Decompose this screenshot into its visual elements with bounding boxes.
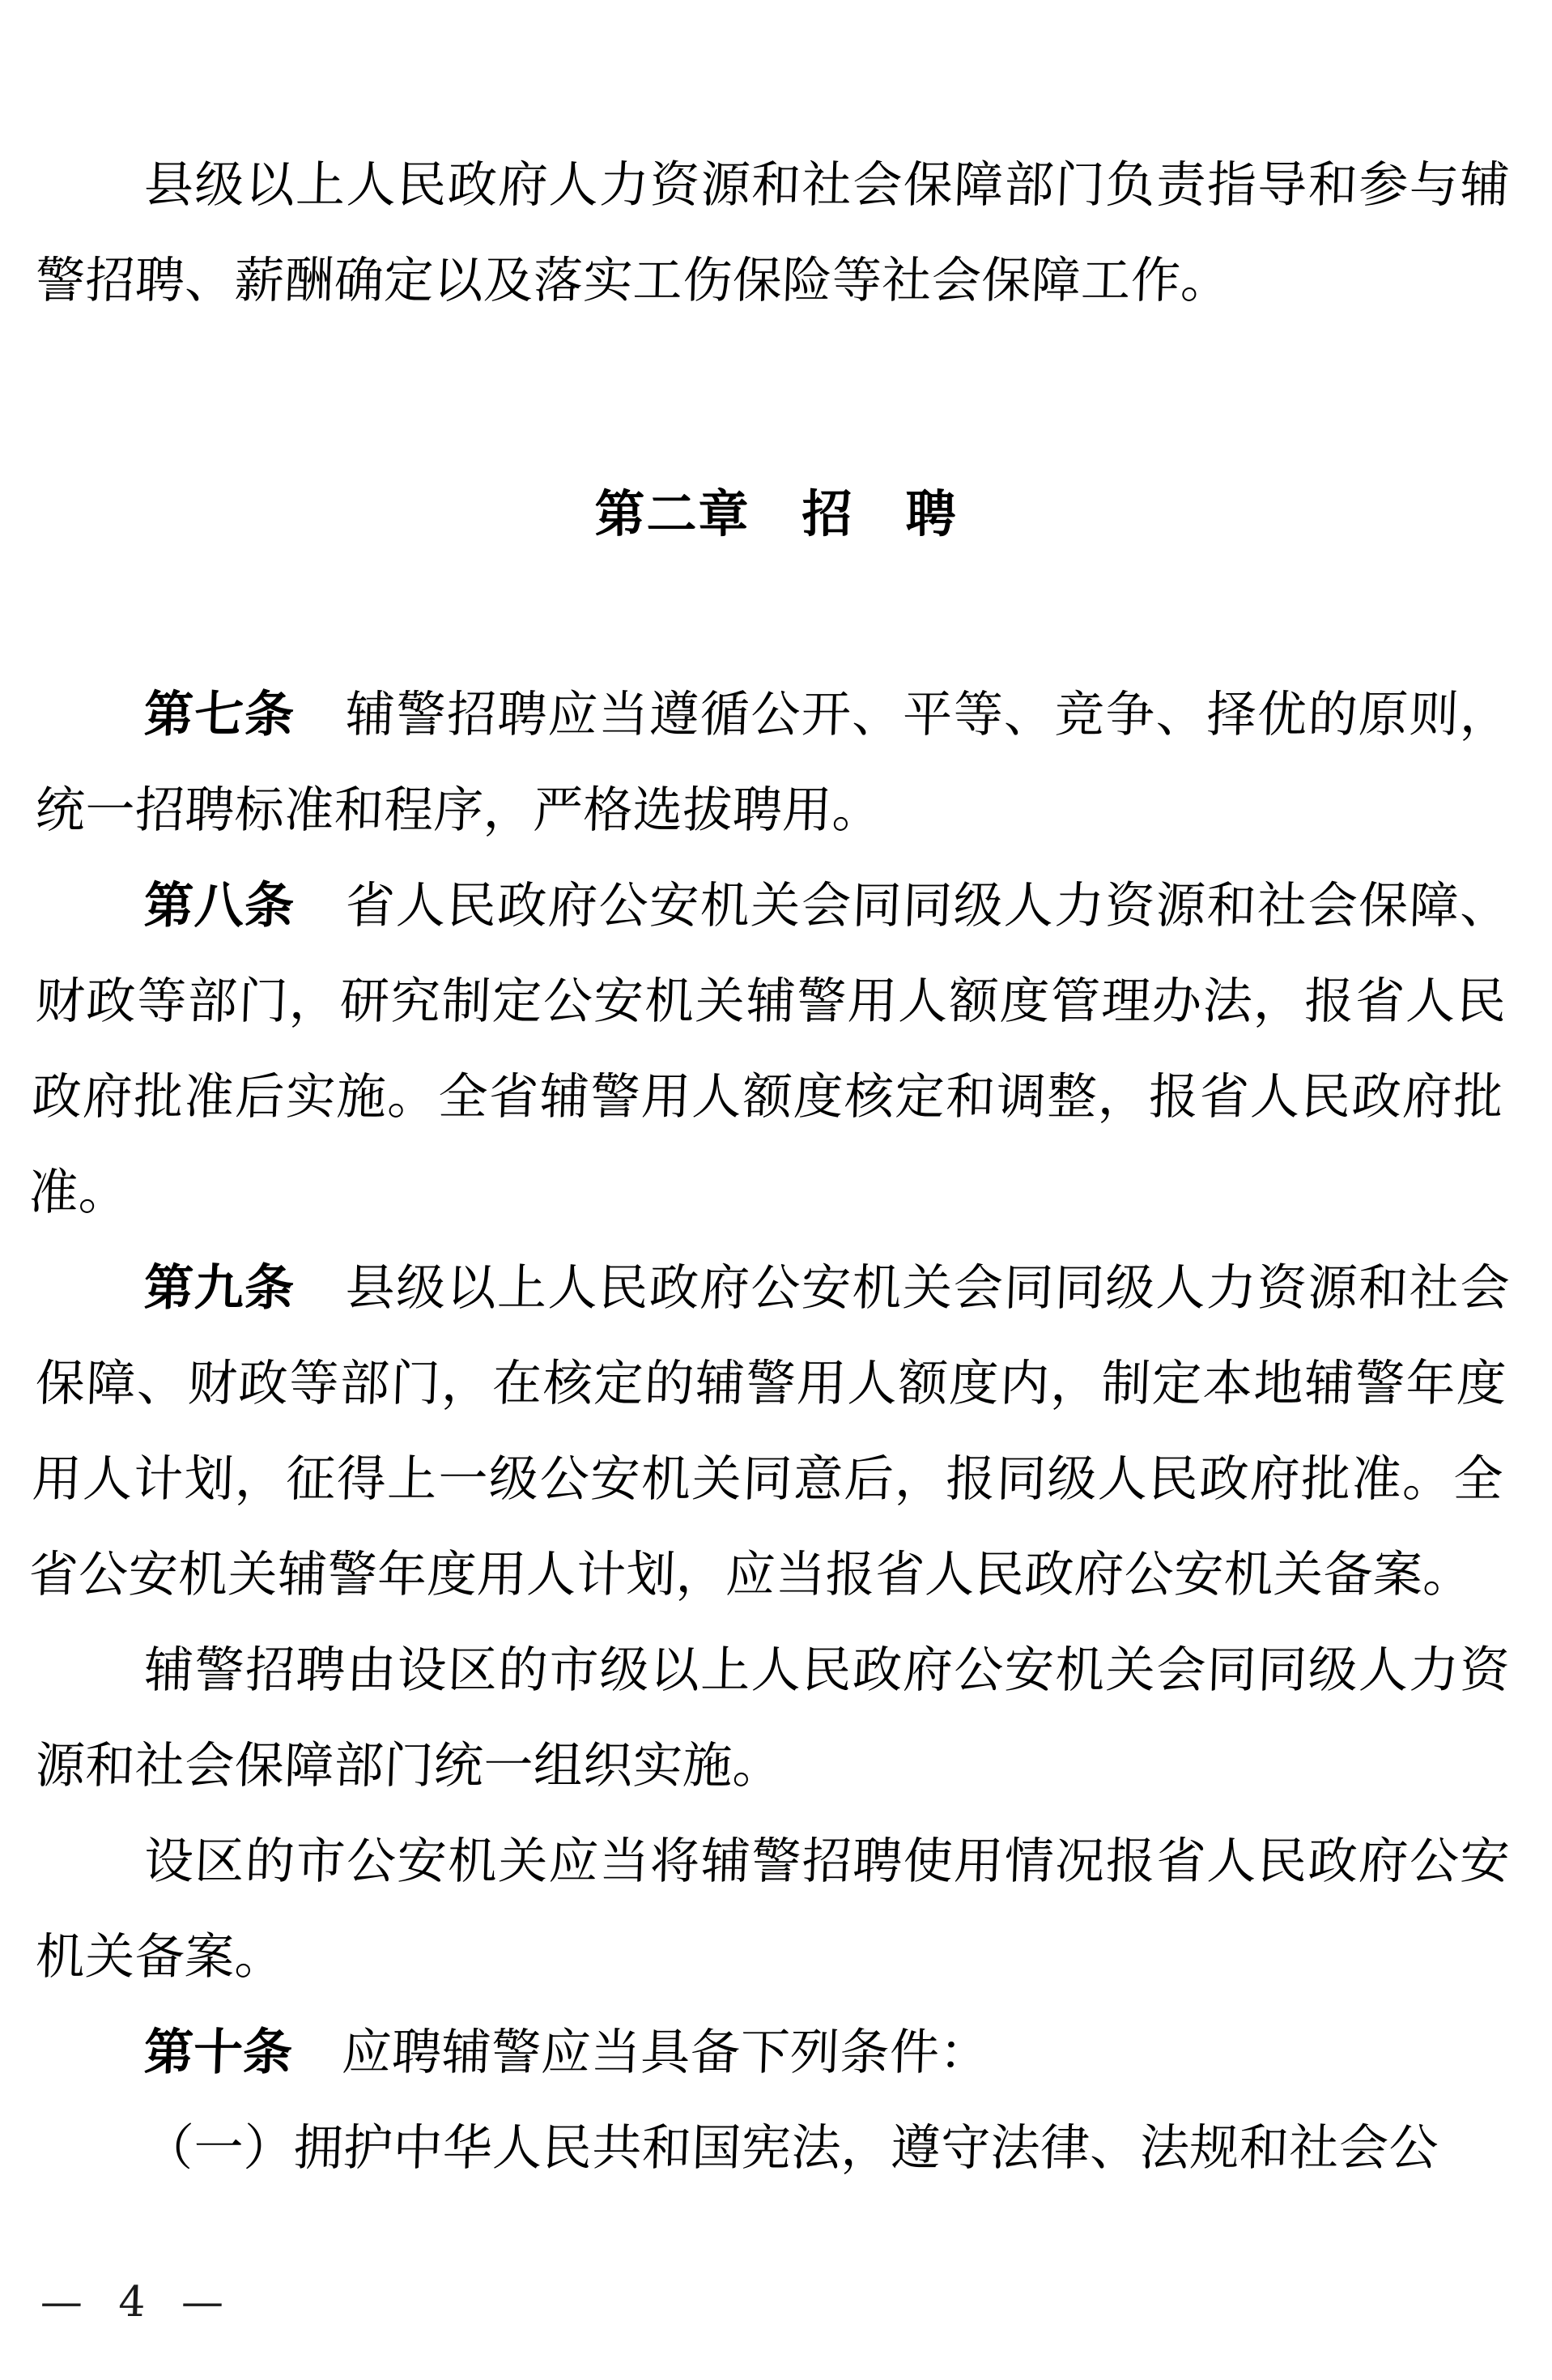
article-10-item-1: （一）拥护中华人民共和国宪法，遵守法律、法规和社会公 — [142, 2119, 1440, 2177]
article-9 — [28, 1241, 1512, 1623]
article-8 — [28, 858, 1512, 1241]
article-10-label: 第十条 — [142, 2024, 294, 2081]
article-8-spacer — [294, 877, 347, 935]
article-8-label: 第八条 — [142, 877, 296, 935]
spacer-after-chapter — [40, 562, 1512, 667]
article-9-label: 第九条 — [142, 1259, 296, 1317]
spacer-before-chapter — [40, 329, 1512, 466]
article-7-label: 第七条 — [142, 686, 296, 743]
article-10-text: 应聘辅警应当具备下列条件： — [341, 2024, 991, 2081]
article-10-spacer — [291, 2024, 343, 2081]
article-9-text: 县级以上人民政府公安机关会同同级人力资源和社会保障、财政等部门，在核定的辅警用人额度内，制定本地辅警年度用人计划，征得上一级公安机关同意后，报同级人民政府批准。全省公安机关辅警年度用人计划，应当报省人民政府公安机关备案。 — [28, 1259, 1512, 1603]
top-spacer — [40, 0, 1512, 138]
article-8-text: 省人民政府公安机关会同同级人力资源和社会保障、财政等部门，研究制定公安机关辅警用人额度管理办法，报省人民政府批准后实施。全省辅警用人额度核定和调整，报省人民政府批准。 — [28, 877, 1512, 1221]
page-number: — 4 — — [39, 2278, 236, 2327]
paragraph-intro: 县级以上人民政府人力资源和社会保障部门负责指导和参与辅警招聘、薪酬确定以及落实工伤保险等社会保障工作。 — [34, 156, 1512, 309]
page-content — [28, 0, 1512, 2196]
article-9-subparagraph-1: 辅警招聘由设区的市级以上人民政府公安机关会同同级人力资源和社会保障部门统一组织实施。 — [34, 1641, 1512, 1795]
chapter-heading: 第二章 招 聘 — [594, 484, 958, 543]
article-7-text: 辅警招聘应当遵循公开、平等、竞争、择优的原则，统一招聘标准和程序，严格选拔聘用。 — [34, 686, 1512, 839]
article-7 — [34, 667, 1512, 858]
article-10 — [37, 2005, 1512, 2101]
article-9-subparagraph-2: 设区的市公安机关应当将辅警招聘使用情况报省人民政府公安机关备案。 — [34, 1833, 1512, 1986]
page-footer — [40, 2278, 1512, 2335]
article-7-spacer — [294, 686, 347, 743]
article-9-spacer — [294, 1259, 347, 1317]
